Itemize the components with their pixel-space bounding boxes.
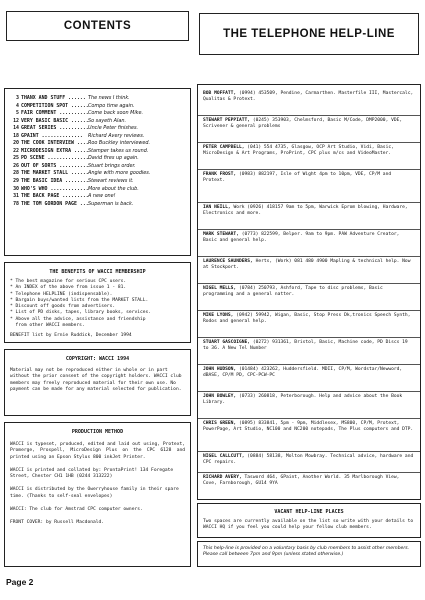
helpline-divider <box>198 142 420 143</box>
toc-page-number: 22 <box>13 147 19 154</box>
toc-page-number: 3 <box>16 95 19 101</box>
toc-item <box>10 125 186 133</box>
benefit-item: * Telephone HELPLINE (indispensable). <box>10 291 113 297</box>
toc-item-title: FAIR COMMENT .......... <box>21 110 89 117</box>
toc-item-title: WHO'S WHO ............. <box>21 185 89 192</box>
helpline-details: (0983) 882197, Isle of Wight 4pm to 10pm, VDE, CP/M and Protext. <box>203 172 392 184</box>
helpline-details: (0942) 59942, Wigan, Basic, Stop Press Dk,tronics Speech Synth, Rodos and general help. <box>203 313 411 325</box>
helpline-entry <box>198 91 420 104</box>
benefits-title: THE BENEFITS OF WACCI MEMBERSHIP <box>49 269 146 275</box>
helpline-header <box>199 13 419 55</box>
helpline-details: Work (0926) 418157 9am to 5pm, Warwick Eprom blowing, Hardware, Electronics and more. <box>203 205 408 217</box>
helpline-note: This help-line is provided on a voluntary basis by club members to assist other members. Please call between 7pm and 9pm (unless stated otherwise.) <box>203 546 410 558</box>
helpline-details: (0994) 453509, Pendine, Carmarthen. Masterfile III, Mastercalc, Qualitas & Protext. <box>203 91 414 103</box>
helpline-divider <box>198 418 420 419</box>
toc-page-number: 28 <box>13 170 19 177</box>
copyright-text: Material may not be reproduced either in whole or in part without the prior consent of the copyright holders. WACCI club members may freely reproduced material for their own use. No payment can be made for any material selected for publication. <box>10 368 182 393</box>
toc-item-description: Uncle Peter finishes. <box>88 125 139 132</box>
vacant-box <box>197 503 421 538</box>
helpline-name: RICHARD AVERY, <box>203 475 242 480</box>
toc-item-title: MICRODESIGN EXTRA ..... <box>21 147 89 154</box>
vacant-text: Two spaces are currently available on the list so write with your details to WACCI HQ if you feel you could help your fellow club members. <box>203 519 414 531</box>
helpline-divider <box>198 283 420 284</box>
copyright-box <box>4 349 191 416</box>
toc-item-title: VERY BASIC BASIC ...... <box>21 117 89 124</box>
helpline-details: (0784) 250793, Ashford, Tape to disc problems, Basic programming and a general natter. <box>203 286 383 298</box>
helpline-details: (0272) 931361, Bristol, Basic, Machine code, PD Discs 19 to 36. A New Tel Number <box>203 340 408 352</box>
production-paragraph: WACCI is distributed by the Owerryhouse family in their spare time. (Thanks to self-seal envelopes) <box>10 487 179 499</box>
helpline-details: (041) 554 4735, Glasgow, OCP Art Studio, Vidi, Basic, MicroDesign & Art Programs, ProPrint, CPC plus m/cs and VideoMaster. <box>203 145 394 157</box>
production-paragraph: FRONT COVER: by Russell Macdonald. <box>10 520 105 526</box>
toc-item-description: Stamper takes us round. <box>88 147 149 154</box>
contents-header <box>6 11 189 41</box>
toc-item-description: Stewart reviews it. <box>88 178 134 185</box>
helpline-divider <box>198 391 420 392</box>
toc-item-description: A new one! <box>88 193 116 200</box>
helpline-name: FRANK FROST, <box>203 172 237 177</box>
toc-page-number: 4 <box>16 102 19 109</box>
production-paragraph: WACCI is typeset, produced, edited and laid out using, Protext, Promerge, Prospell, MicroDesign Plus on the CPC 6128 and printed using an Epson Stylus 800 inkJet Printer. <box>10 442 185 460</box>
production-paragraph: WACCI is printed and collated by: ProntaPrint! 134 Foregate Street, Chester CH1 1HB (0244 313222) <box>10 467 174 480</box>
toc-item-title: THE BACK PAGE ......... <box>21 193 89 200</box>
toc-item-title: GPAINT .............. <box>21 132 83 139</box>
toc-page-number: 26 <box>13 162 19 169</box>
toc-item <box>10 186 186 194</box>
copyright-title: COPYRIGHT: WACCI 1994 <box>65 356 130 362</box>
helpline-title: THE TELEPHONE HELP-LINE <box>223 28 395 40</box>
helpline-name: MIKE LYONS, <box>203 313 234 318</box>
toc-item-title: COMPETITION SPOT ...... <box>21 102 89 109</box>
helpline-name: NIGEL CALLCUTT, <box>203 454 245 459</box>
helpline-name: JOHN HUDSON, <box>203 367 237 372</box>
helpline-entry <box>198 313 420 326</box>
helpline-name: JOHN BOWLEY, <box>203 394 237 399</box>
vacant-title: VACANT HELP-LINE PLACES <box>274 509 344 515</box>
toc-page-number: 5 <box>16 110 19 117</box>
production-box <box>4 422 191 567</box>
helpline-entry <box>198 172 420 185</box>
toc-item <box>10 140 186 148</box>
toc-page-number: 29 <box>13 178 19 185</box>
production-paragraph: WACCI: The club for Amstrad CPC computer owners. <box>10 507 143 513</box>
toc-item-description: More about the club. <box>88 185 139 192</box>
helpline-name: IAN NEILL, <box>203 205 231 210</box>
benefit-item: * The best magazine for serious CPC users. <box>10 279 127 284</box>
helpline-entry <box>198 421 420 434</box>
toc-item-description: Richard Avery reviews. <box>88 132 145 139</box>
helpline-name: STEWART PEPPIATT, <box>203 118 251 123</box>
helpline-divider <box>198 310 420 311</box>
toc-item-title: OUT OF SORTS .......... <box>21 162 89 169</box>
benefit-item: * Discount off goods from advertisers. <box>10 304 116 310</box>
toc-item-title: THANX AND STUFF ...... <box>21 95 86 101</box>
toc-item <box>10 170 186 178</box>
toc-item-title: THE TOM GORDON PAGE ... <box>21 200 89 207</box>
toc-item <box>10 201 186 209</box>
contents-list <box>4 88 191 256</box>
benefits-credit: BENEFIT list by Ernie Ruddick, December 1994 <box>10 333 132 339</box>
page-number: Page 2 <box>6 577 34 587</box>
helpline-note-box <box>197 541 421 567</box>
toc-item-title: THE COOK INTERVIEW .... <box>21 140 89 147</box>
toc-item <box>10 133 186 141</box>
helpline-divider <box>198 451 420 452</box>
toc-item-description: Compo time again. <box>88 102 135 109</box>
toc-page-number: 31 <box>13 193 19 200</box>
benefit-item: * An INDEX of the above from issue 1 - 81. <box>10 285 127 291</box>
toc-item-description: Angie with more goodies. <box>88 170 151 177</box>
toc-page-number: 18 <box>13 132 19 139</box>
toc-item <box>10 95 186 103</box>
benefit-item: * Above all the advice, assistance and friendship <box>10 316 146 322</box>
helpline-name: MARK STEWART, <box>203 232 239 237</box>
helpline-details: (0773) 822599, Belper. 9am to 9pm. PAW Adventure Creator, Basic and general help. <box>203 232 400 244</box>
toc-item <box>10 178 186 186</box>
helpline-details: (01484) 423262, Huddersfield. MDII, CP/M, Wordstar/Newword, dBASE, CP/M PD, CPC-PCW-PC <box>203 367 403 379</box>
toc-item <box>10 148 186 156</box>
helpline-details: (0884) 58138, Molton Mowbray. Technical advice, hardware and CPC repairs. <box>203 454 414 466</box>
production-title: PRODUCTION METHOD <box>71 429 124 435</box>
helpline-divider <box>198 472 420 473</box>
toc-item-title: THE MARKET STALL ...... <box>21 170 89 177</box>
toc-item-description: Superman is back. <box>88 200 134 207</box>
helpline-entry <box>198 259 420 272</box>
helpline-entry <box>198 475 420 488</box>
helpline-entry <box>198 118 420 131</box>
helpline-divider <box>198 364 420 365</box>
helpline-entry <box>198 232 420 245</box>
helpline-name: LAURENCE SAUNDERS, <box>203 259 253 264</box>
benefit-item: * List of PD disks, tapes, library books, services. <box>10 310 152 316</box>
toc-item <box>10 193 186 201</box>
helpline-name: CHRIS GREEN, <box>203 421 237 426</box>
helpline-entry <box>198 367 420 380</box>
benefit-item: from other WACCI members. <box>10 323 85 329</box>
helpline-entry <box>198 286 420 299</box>
helpline-entry <box>198 394 420 407</box>
toc-item-description: The news I think. <box>88 95 130 101</box>
toc-item <box>10 103 186 111</box>
helpline-name: PETER CAMPBELL, <box>203 145 245 150</box>
helpline-entry <box>198 145 420 158</box>
helpline-name: STUART GASCOIGNE, <box>203 340 251 345</box>
helpline-divider <box>198 169 420 170</box>
toc-item-description: David fires up again. <box>88 155 139 162</box>
toc-item-title: THE BASIC IDEA ........ <box>21 178 89 185</box>
helpline-details: (0245) 353903, Chelmsford, Basic M/Code, DMP2000, VDE, Scrivener & general problems <box>203 118 403 130</box>
helpline-details: (0895) 833841, 5pm - 9pm, Middlesex, MS800, CP/M, Protext, PowerPage, Art Studio, NC100 and NC200 notepads, The Plus computers and DTP. <box>203 421 414 433</box>
toc-page-number: 78 <box>13 200 19 207</box>
helpline-entry <box>198 454 420 467</box>
helpline-entry <box>198 340 420 353</box>
toc-page-number: 20 <box>13 140 19 147</box>
helpline-entry <box>198 205 420 218</box>
toc-item-title: GREAT SERIES .......... <box>21 125 89 132</box>
toc-page-number: 25 <box>13 155 19 162</box>
toc-page-number: 14 <box>13 125 19 132</box>
toc-item-description: Stuart brings order. <box>88 162 136 169</box>
helpline-list <box>197 84 421 500</box>
helpline-divider <box>198 202 420 203</box>
toc-item-title: PD SCENE .............. <box>21 155 89 162</box>
helpline-divider <box>198 229 420 230</box>
toc-item <box>10 155 186 163</box>
helpline-divider <box>198 256 420 257</box>
toc-item-description: Come back soon Mike. <box>88 110 144 117</box>
helpline-divider <box>198 337 420 338</box>
benefits-box <box>4 262 191 343</box>
helpline-details: (0733) 260818, Peterborough. Help and advice about the Book Library. <box>203 394 403 406</box>
toc-page-number: 30 <box>13 185 19 192</box>
toc-item-description: So sayeth Alan. <box>88 117 127 124</box>
helpline-name: BOB MOFFATT, <box>203 91 237 96</box>
helpline-details: Tasword 464, GPaint, Another World. 35 Marlborough View, Cove, Farnborough, GU14 9YA <box>203 475 400 487</box>
toc-item-description: Roo Buckley interviewed. <box>88 140 151 147</box>
toc-item <box>10 163 186 171</box>
benefit-item: * Bargain buys/wanted lists from the MARKET STALL. <box>10 297 149 303</box>
toc-item <box>10 118 186 126</box>
helpline-name: NIGEL MELLS, <box>203 286 237 291</box>
helpline-details: Herts, (Work) 081 480 4900 Mapling & technical help. Now at Stockport. <box>203 259 411 271</box>
toc-item <box>10 110 186 118</box>
helpline-divider <box>198 115 420 116</box>
contents-title: CONTENTS <box>63 20 132 32</box>
toc-page-number: 12 <box>13 117 19 124</box>
